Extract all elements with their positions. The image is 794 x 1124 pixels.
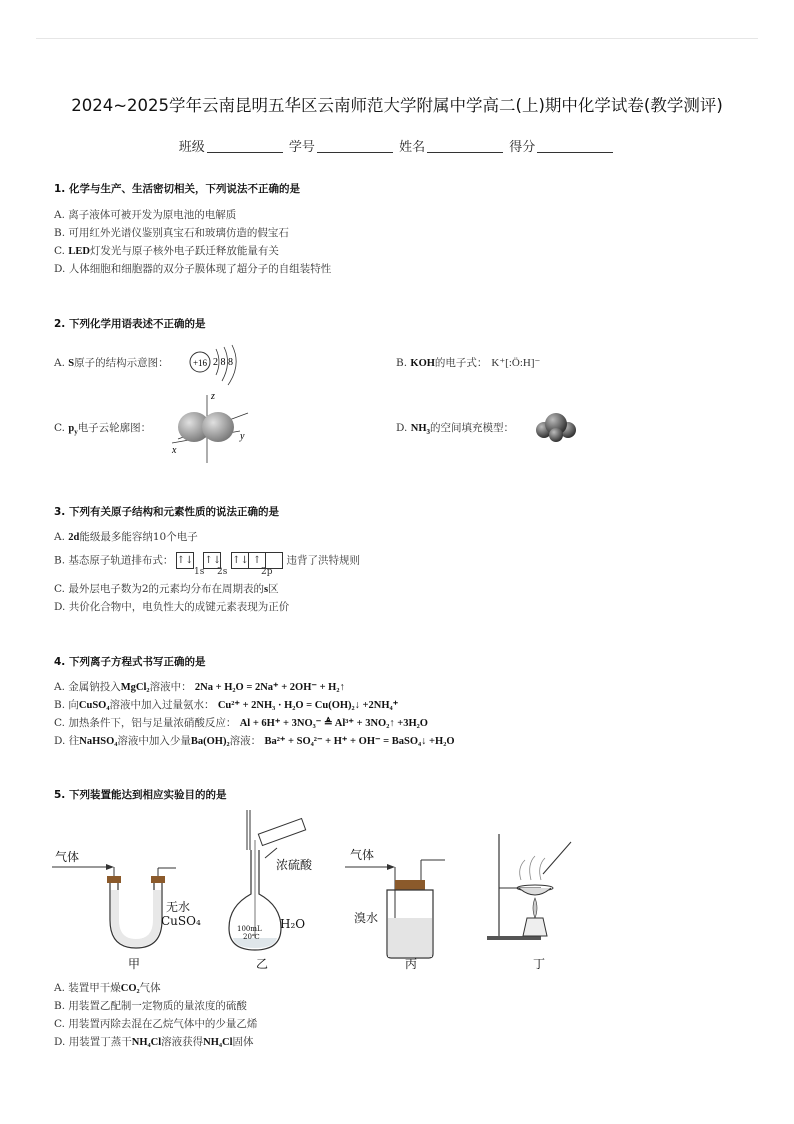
q3-stem: 3. 下列有关原子结构和元素性质的说法正确的是 [54,506,279,518]
info-field-class: 班级 [178,140,205,155]
sulfur-atom-diagram [188,347,248,387]
label-gas-1: 气体 [55,850,80,864]
axis-y-label: y [240,431,245,442]
apparatus-u-tube [52,850,182,960]
q2-stem: 2. 下列化学用语表述不正确的是 [54,318,206,330]
q5-option-c: C. 用装置丙除去混在乙烷气体中的少量乙烯 [54,1018,258,1030]
label-cuso4: CuSO₄ [161,914,201,928]
apparatus-evaporating-dish [487,832,577,944]
q3-option-a: A. 2d能级最多能容纳10个电子 [54,531,198,543]
q5-option-d: D. 用装置丁蒸干NH₄Cl溶液获得NH₄Cl固体 [54,1036,254,1048]
q4-option-c: C. 加热条件下，铝与足量浓硝酸反应： Al + 6H⁺ + 3NO₃⁻ ≜ Al³⁺ + 3NO₂↑ +3H₂O [54,717,428,729]
q4-option-b: B. 向CuSO₄溶液中加入过量氨水： Cu²⁺ + 2NH₃ · H₂O = Cu(OH)₂↓ +2NH₄⁺ [54,699,399,711]
py-orbital-diagram [160,387,255,465]
q1-option-c: C. LED灯发光与原子核外电子跃迁释放能量有关 [54,245,279,257]
q2-option-d: D. $NH_3$的空间填充模型： [396,422,514,437]
orbital-label-2s: 2s [217,567,228,577]
apparatus-wash-bottle [345,850,455,960]
student-info-row [0,136,794,155]
nh3-space-filling-model [532,410,580,444]
q2-option-a: A. S原子的结构示意图： [54,357,169,369]
koh-electron-formula: K⁺[:Ö:H]⁻ [491,357,541,369]
info-blank-score[interactable] [537,140,613,153]
orbital-label-1s: 1s [194,567,205,577]
q3-option-b: B. 基态原子轨道排布式： ↑↓ ↑↓ ↑↓ ↑ 违背了洪特规则 [54,552,360,569]
label-h2o: H₂O [280,917,306,931]
orbital-box-2p-2: ↑ [248,552,266,569]
axis-z-label: z [211,391,215,402]
q4-option-a: A. 金属钠投入MgCl₂溶液中： 2Na + H₂O = 2Na⁺ + 2OH⁻ + H₂↑ [54,681,345,693]
sulfur-shell-counts: 2 8 8 [213,357,233,368]
label-flask-temp: 20℃ [243,933,260,941]
q4-option-d: D. 往NaHSO₄溶液中加入少量Ba(OH)₂溶液： Ba²⁺ + SO₄²⁻ + H⁺ + OH⁻ = BaSO₄↓ +H₂O [54,735,455,747]
q5-stem: 5. 下列装置能达到相应实验目的的是 [54,789,227,801]
label-flask-volume: 100mL [237,925,262,933]
info-field-name: 姓名 [399,140,426,155]
q1-stem: 1. 化学与生产、生活密切相关，下列说法不正确的是 [54,183,300,195]
q5-option-b: B. 用装置乙配制一定物质的量浓度的硫酸 [54,1000,247,1012]
q1-option-d: D. 人体细胞和细胞器的双分子膜体现了超分子的自组装特性 [54,263,332,275]
q1-option-b: B. 可用红外光谱仪鉴别真宝石和玻璃仿造的假宝石 [54,227,289,239]
orbital-box-1s: ↑↓ [176,552,194,569]
orbital-label-2p: 2p [261,567,273,577]
label-conc-acid: 浓硫酸 [276,858,313,872]
label-bromine-water: 溴水 [354,911,379,925]
q1-option-a: A. 离子液体可被开发为原电池的电解质 [54,209,237,221]
info-blank-name[interactable] [427,140,503,153]
orbital-box-2s: ↑↓ [203,552,221,569]
page-title: 2024~2025学年云南昆明五华区云南师范大学附属中学高二(上)期中化学试卷(教学测评) [71,96,723,115]
caption-ding: 丁 [533,957,546,971]
q5-option-a: A. 装置甲干燥CO₂气体 [54,982,161,994]
caption-bing: 丙 [405,957,418,971]
info-blank-class[interactable] [207,140,283,153]
q2-option-c: C. $p_y$电子云轮廓图： [54,422,152,437]
axis-x-label: x [172,445,177,456]
q3-option-c: C. 最外层电子数为2的元素均分布在周期表的s区 [54,583,279,595]
label-anhydrous: 无水 [166,900,191,914]
info-field-score: 得分 [509,140,536,155]
q3-option-d: D. 共价化合物中，电负性大的成键元素表现为正价 [54,601,290,613]
sulfur-nucleus-label: +16 [192,358,208,368]
top-divider [36,38,758,39]
info-field-id: 学号 [288,140,315,155]
label-gas-2: 气体 [350,848,375,862]
q4-stem: 4. 下列离子方程式书写正确的是 [54,656,206,668]
caption-jia: 甲 [128,957,141,971]
q2-option-b: B. KOH的电子式： K⁺[:Ö:H]⁻ [396,357,541,369]
orbital-box-2p-1: ↑↓ [231,552,249,569]
apparatus-volumetric-flask [225,810,335,960]
caption-yi: 乙 [256,957,269,971]
info-blank-id[interactable] [317,140,393,153]
